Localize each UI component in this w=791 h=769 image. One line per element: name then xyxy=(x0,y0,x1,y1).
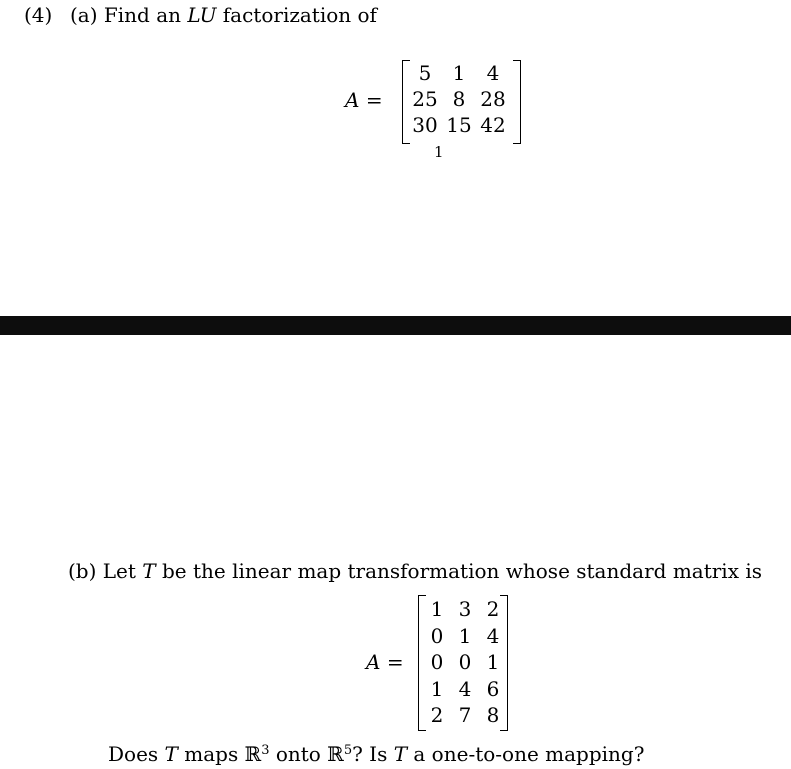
matrix-b-cell: 1 xyxy=(458,623,472,648)
question-t2: T xyxy=(393,742,408,766)
part-b-text-after: be the linear map transformation whose standard matrix is xyxy=(155,559,762,583)
matrix-b-cell: 2 xyxy=(430,703,444,728)
matrix-a-cell: 8 xyxy=(452,87,466,111)
matrix-a-cell: 25 xyxy=(412,87,438,111)
matrix-b-cell: 1 xyxy=(430,676,444,701)
part-a-text-before: (a) Find an xyxy=(70,3,188,27)
part-a-text-italic: LU xyxy=(187,3,217,27)
matrix-a-cell: 28 xyxy=(480,87,506,111)
question-end: a one-to-one mapping? xyxy=(407,742,645,766)
matrix-b-cell: 3 xyxy=(458,597,472,622)
question-is: ? Is xyxy=(352,742,394,766)
matrix-b-row xyxy=(423,596,507,623)
problem-number: (4) xyxy=(24,3,53,27)
matrix-b-cell: 0 xyxy=(430,623,444,648)
matrix-b-equals: = xyxy=(386,650,404,674)
matrix-a-cell: 15 xyxy=(446,113,472,137)
matrix-a-label xyxy=(345,88,383,112)
matrix-b-cell: 2 xyxy=(486,597,500,622)
matrix-a-cell: 5 xyxy=(418,61,432,85)
matrix-b xyxy=(423,596,507,729)
matrix-b-cell: 1 xyxy=(486,650,500,675)
matrix-a-cell: 42 xyxy=(480,113,506,137)
matrix-a-row xyxy=(408,86,510,112)
page-divider-bar xyxy=(0,316,791,335)
matrix-b-cell: 8 xyxy=(486,703,500,728)
matrix-a xyxy=(408,60,510,138)
matrix-a-row xyxy=(408,112,510,138)
part-b-text-before: (b) Let xyxy=(68,559,143,583)
question-exp1: 3 xyxy=(261,743,270,758)
part-b-question xyxy=(108,742,644,766)
matrix-b-name: A xyxy=(366,650,381,674)
matrix-b-row xyxy=(423,702,507,729)
matrix-a-cell: 30 xyxy=(412,113,438,137)
matrix-b-row xyxy=(423,623,507,650)
matrix-b-row xyxy=(423,676,507,703)
question-exp2: 5 xyxy=(343,743,353,758)
matrix-b-right-bracket xyxy=(500,595,508,731)
problem-4-part-a-statement xyxy=(24,3,377,27)
matrix-b-cell: 0 xyxy=(458,650,472,675)
question-does: Does xyxy=(108,742,165,766)
matrix-b-label xyxy=(366,650,404,674)
matrix-a-name: A xyxy=(345,88,360,112)
page-number: 1 xyxy=(434,143,444,161)
matrix-b-cell: 4 xyxy=(486,623,500,648)
matrix-b-cell: 4 xyxy=(458,676,472,701)
part-b-text-italic: T xyxy=(142,559,156,583)
page-bottom-half xyxy=(0,335,791,769)
part-a-text-after: factorization of xyxy=(216,3,377,27)
matrix-b-cell: 0 xyxy=(430,650,444,675)
problem-4-part-b-statement xyxy=(68,559,762,583)
question-maps: maps ℝ xyxy=(177,742,262,766)
question-onto: onto ℝ xyxy=(269,742,344,766)
matrix-a-row xyxy=(408,60,510,86)
matrix-b-cell: 1 xyxy=(430,597,444,622)
matrix-a-equals: = xyxy=(365,88,383,112)
matrix-b-row xyxy=(423,649,507,676)
matrix-a-cell: 4 xyxy=(486,61,500,85)
matrix-b-cell: 7 xyxy=(458,703,472,728)
matrix-a-right-bracket xyxy=(513,60,521,144)
page-top-half xyxy=(0,0,791,316)
matrix-a-cell: 1 xyxy=(452,61,466,85)
question-t1: T xyxy=(164,742,178,766)
matrix-b-cell: 6 xyxy=(486,676,500,701)
